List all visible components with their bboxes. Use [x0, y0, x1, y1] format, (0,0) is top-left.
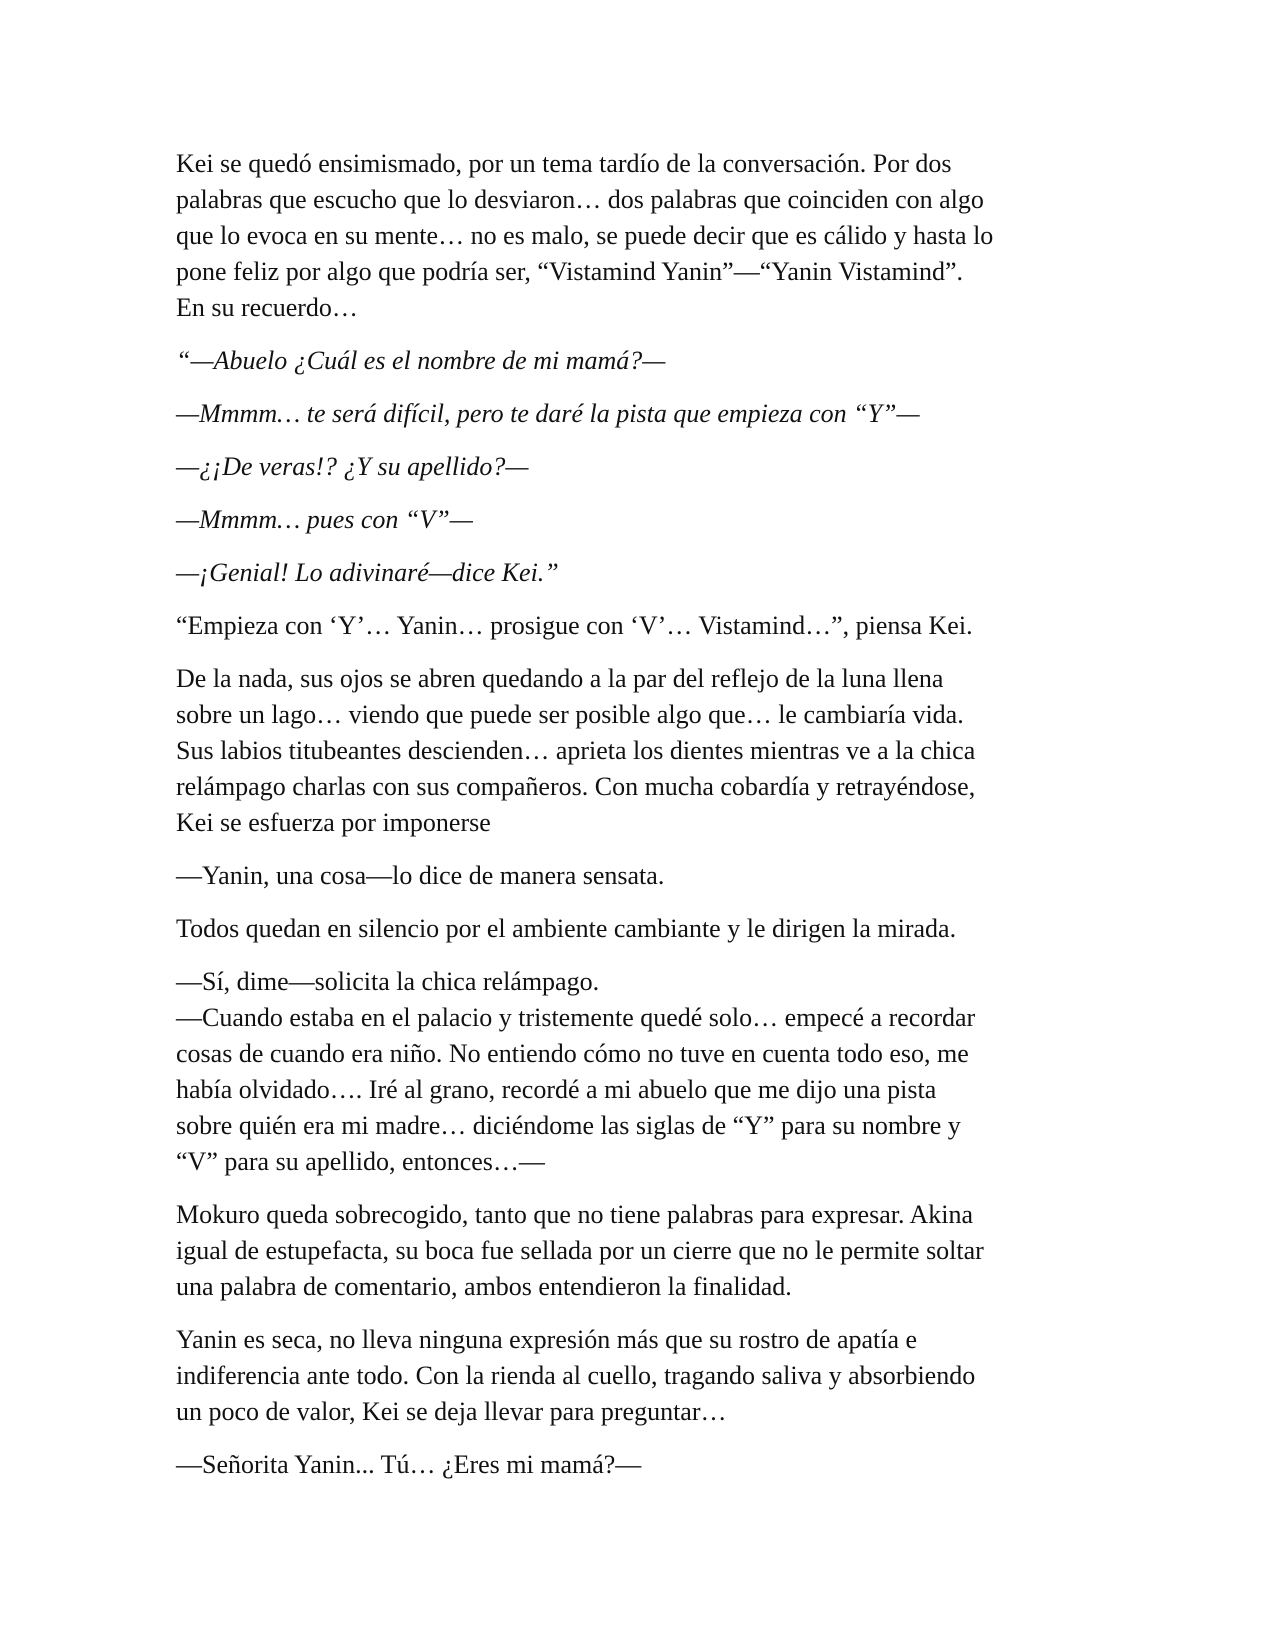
paragraph-intro: Kei se quedó ensimismado, por un tema tardío de la conversación. Por dos palabras que escucho que lo desviaron… dos palabras que coinciden con algo que lo evoca en su mente… no es malo, se puede decir que es cálido y hasta lo pone feliz por algo que podría ser, “Vistamind Yanin”—“Yanin Vistamind”. En su recuerdo…: [176, 149, 994, 322]
paragraph-memory-surname-question: —¿¡De veras!? ¿Y su apellido?—: [176, 452, 529, 481]
paragraph-kei-speaks: —Yanin, una cosa—lo dice de manera sensata.: [176, 861, 665, 890]
body-text: [176, 146, 1096, 1500]
paragraph-yanin-expression: Yanin es seca, no lleva ninguna expresión más que su rostro de apatía e indiferencia ante todo. Con la rienda al cuello, tragando saliva y absorbiendo un poco de valor, Kei se deja llevar para preguntar…: [176, 1325, 976, 1426]
paragraph-memory-hint-v: —Mmmm… pues con “V”—: [176, 505, 473, 534]
paragraph-silence: Todos quedan en silencio por el ambiente cambiante y le dirigen la mirada.: [176, 914, 957, 943]
paragraph-yanin-reply: —Sí, dime—solicita la chica relámpago.: [176, 967, 600, 996]
paragraph-kei-thinks: “Empieza con ‘Y’… Yanin… prosigue con ‘V’… Vistamind…”, piensa Kei.: [176, 611, 973, 640]
paragraph-reactions: Mokuro queda sobrecogido, tanto que no tiene palabras para expresar. Akina igual de estupefacta, su boca fue sellada por un cierre que no le permite soltar una palabra de comentario, ambos entendieron la finalidad.: [176, 1200, 984, 1301]
paragraph-memory-hint-y: —Mmmm… te será difícil, pero te daré la pista que empieza con “Y”—: [176, 399, 920, 428]
paragraph-memory-question: “—Abuelo ¿Cuál es el nombre de mi mamá?—: [176, 346, 666, 375]
paragraph-memory-guess: —¡Genial! Lo adivinaré—dice Kei.”: [176, 558, 559, 587]
paragraph-final-question: —Señorita Yanin... Tú… ¿Eres mi mamá?—: [176, 1450, 642, 1479]
paragraph-realization: De la nada, sus ojos se abren quedando a la par del reflejo de la luna llena sobre un lago… viendo que puede ser posible algo que… le cambiaría vida. Sus labios titubeantes descienden… aprieta los dientes mientras ve a la chica relámpago charlas con sus compañeros. Con mucha cobardía y retrayéndose, Kei se esfuerza por imponerse: [176, 664, 976, 837]
paragraph-kei-explains: —Cuando estaba en el palacio y tristemente quedé solo… empecé a recordar cosas de cuando era niño. No entiendo cómo no tuve en cuenta todo eso, me había olvidado…. Iré al grano, recordé a mi abuelo que me dijo una pista sobre quién era mi madre… diciéndome las siglas de “Y” para su nombre y “V” para su apellido, entonces…—: [176, 1003, 976, 1176]
